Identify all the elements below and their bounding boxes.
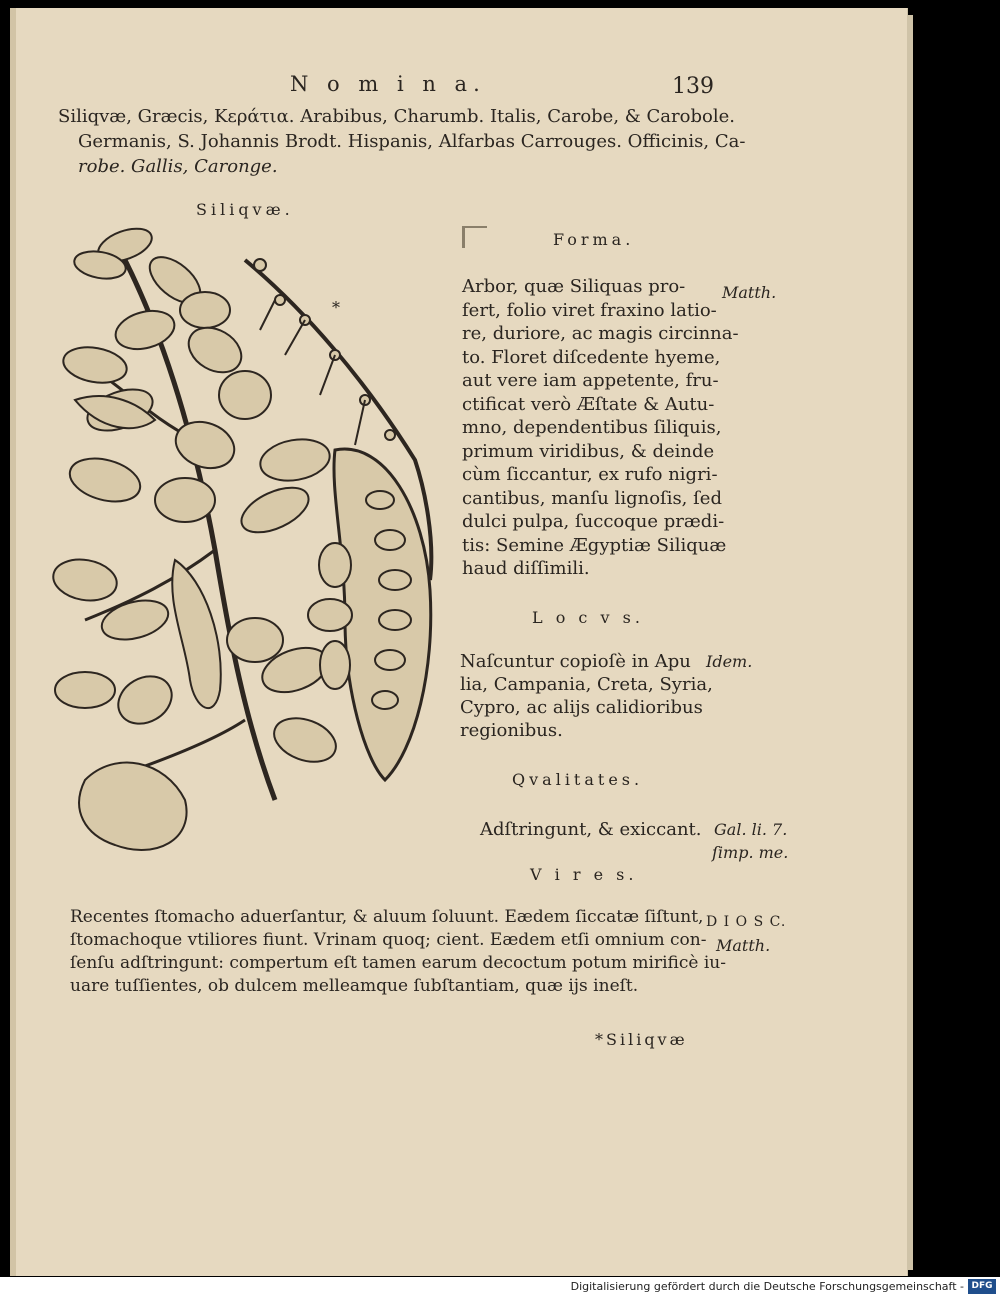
forma-line: cantibus, manſu lignoſis, ſed <box>462 487 722 509</box>
forma-line: ctificat verò Æſtate & Autu- <box>462 393 715 415</box>
vires-line: ſtomachoque vtiliores fiunt. Vrinam quoq; cient. Eædem etſi omnium con- <box>70 930 707 950</box>
initial-ornament-mark <box>462 226 487 248</box>
locus-margin-note: Idem. <box>706 652 753 671</box>
locus-line: regionibus. <box>460 720 563 741</box>
vires-text <box>70 906 726 998</box>
page-right-edge <box>907 15 913 1270</box>
page-number: 139 <box>672 74 714 99</box>
qualitates-margin-note-2: ſimp. me. <box>712 843 789 862</box>
locus-text <box>460 650 713 742</box>
forma-line: dulci pulpa, ſuccoque prædi- <box>462 511 725 532</box>
forma-line: mno, dependentibus ſiliquis, <box>462 417 722 438</box>
forma-text <box>462 275 739 581</box>
vires-heading: V i r e s. <box>530 865 638 884</box>
carob-woodcut-illustration <box>45 220 445 870</box>
names-line-2: Germanis, S. Johannis Brodt. Hispanis, Alfarbas Carrouges. Officinis, Ca- <box>78 131 746 152</box>
qualitates-margin-note-1: Gal. li. 7. <box>714 820 788 839</box>
forma-line: aut vere iam appetente, fru- <box>462 370 719 391</box>
forma-line: primum viridibus, & deinde <box>462 440 715 462</box>
page-left-edge <box>10 8 16 1276</box>
catchword: *Siliqvæ <box>595 1030 688 1049</box>
forma-line: haud diſſimili. <box>462 558 590 579</box>
names-line-1: Siliqvæ, Græcis, Κεράτια. Arabibus, Charumb. Italis, Carobe, & Carobole. <box>58 106 735 127</box>
qualitates-heading: Qvalitates. <box>512 770 644 789</box>
forma-line: cùm ſiccantur, ex rufo nigri- <box>462 464 718 485</box>
forma-line: re, duriore, ac magis circinna- <box>462 323 739 344</box>
illustration-asterisk-mark: * <box>332 298 340 317</box>
locus-heading: L o c v s. <box>532 608 644 627</box>
locus-line: Cypro, ac alijs calidioribus <box>460 697 703 718</box>
forma-line: tis: Semine Ægyptiæ Siliquæ <box>462 534 727 556</box>
footer-credit: Digitalisierung gefördert durch die Deutsche Forschungsgemeinschaft - <box>570 1280 964 1293</box>
running-title: N o m i n a. <box>290 72 486 96</box>
forma-margin-note: Matth. <box>722 283 777 302</box>
footer-bar <box>0 1277 1000 1297</box>
forma-heading: Forma. <box>553 230 635 249</box>
locus-line: Naſcuntur copioſè in Apu <box>460 651 691 672</box>
figure-caption: Siliqvæ. <box>196 200 294 219</box>
locus-line: lia, Campania, Creta, Syria, <box>460 674 713 695</box>
names-line-3: robe. Gallis, Caronge. <box>78 156 278 177</box>
vires-line: uare tuſſientes, ob dulcem melleamque ſubſtantiam, quæ ijs ineſt. <box>70 976 639 996</box>
vires-line: ſenſu adſtringunt: compertum eſt tamen earum decoctum potum mirificè iu- <box>70 953 726 973</box>
forma-line: to. Floret diſcedente hyeme, <box>462 346 721 368</box>
vires-line: Recentes ſtomacho aduerſantur, & aluum ſoluunt. Eædem ſiccatæ ſiſtunt, <box>70 907 704 927</box>
vires-margin-note-2: Matth. <box>716 936 771 955</box>
vires-margin-note-1: D I O S C. <box>706 914 787 930</box>
qualitates-text: Adſtringunt, & exiccant. <box>480 819 702 840</box>
forma-line: fert, folio viret fraxino latio- <box>462 299 717 321</box>
dfg-logo: DFG <box>968 1279 996 1294</box>
forma-line: Arbor, quæ Siliquas pro- <box>462 276 686 297</box>
